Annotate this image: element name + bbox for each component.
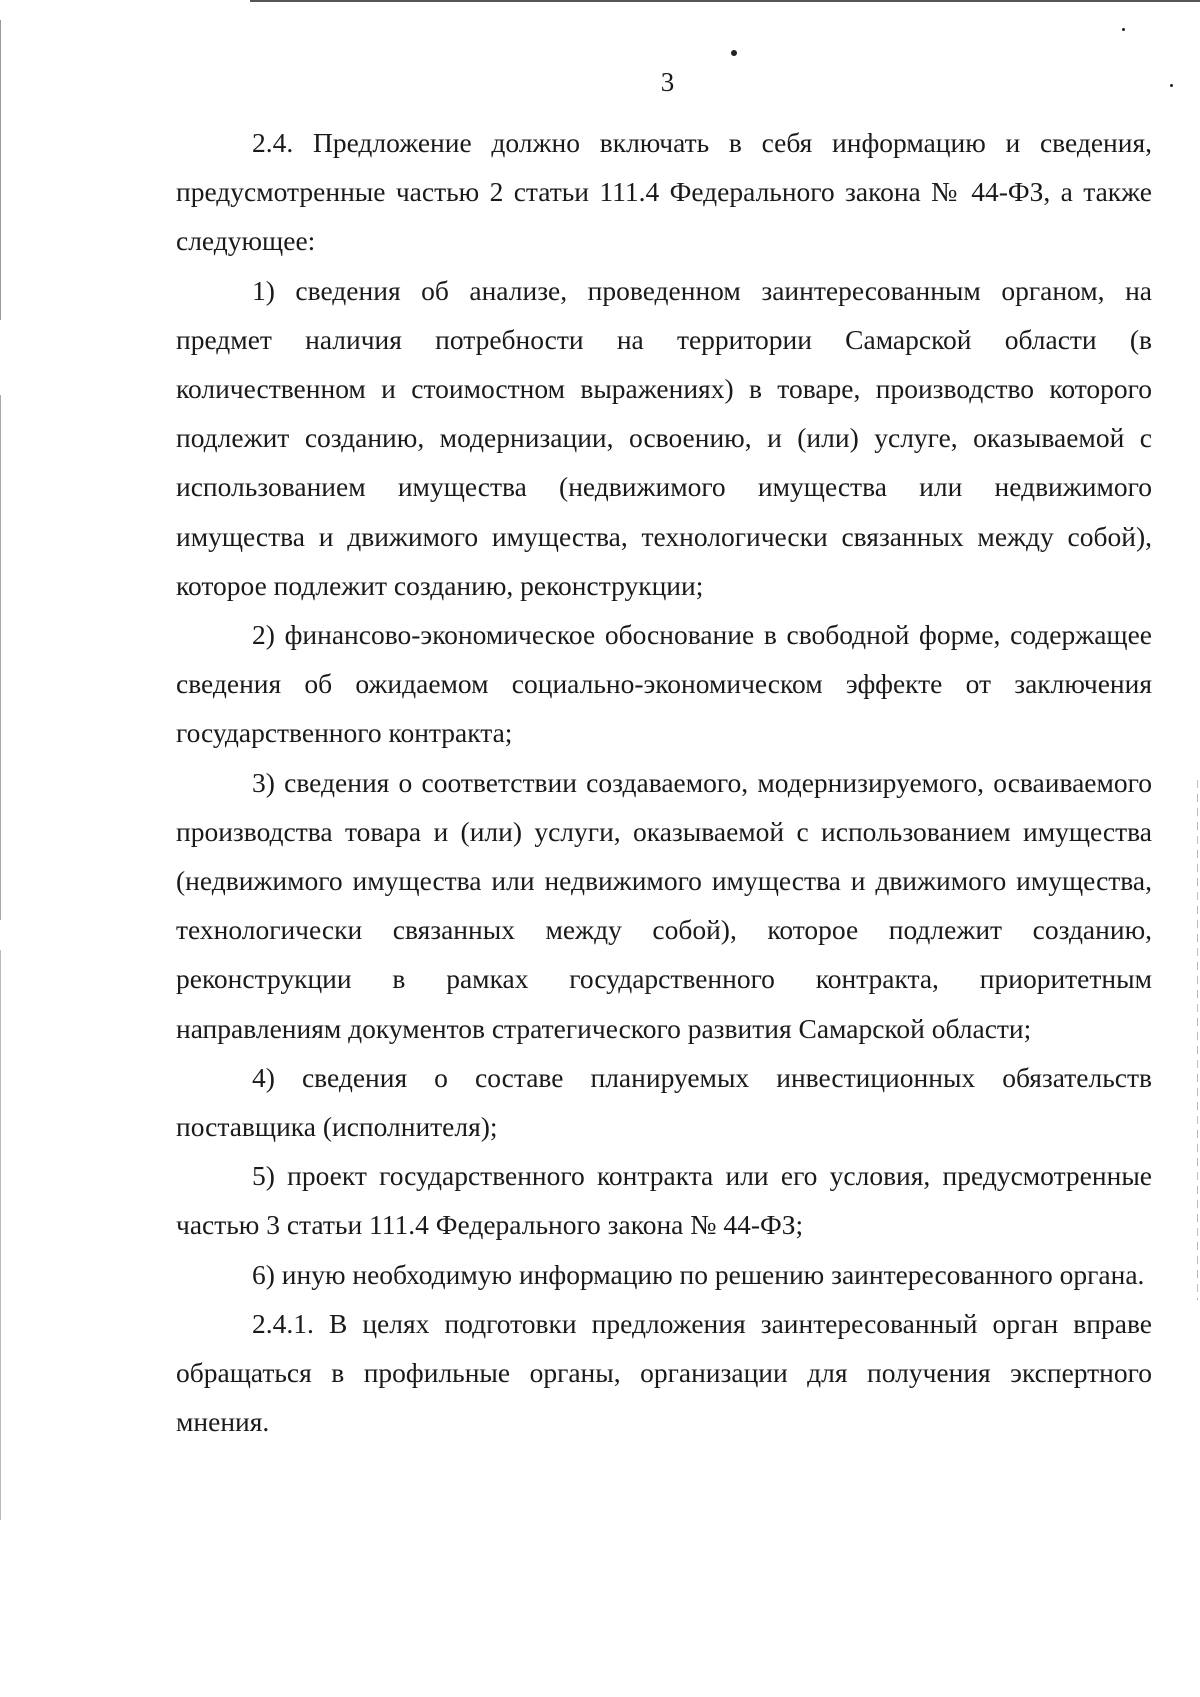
page-number: 3 (660, 67, 675, 97)
list-item-1: 1) сведения об анализе, проведенном заинтересованным органом, на предмет наличия потребности на территории Самарской области (в количественном и стоимостном выражениях) в товаре, производство которого подлежит созданию, модернизации, освоению, и (или) услуге, оказываемой с использованием имущества (недвижимого имущества или недвижимого имущества и движимого имущества, технологически связанных между собой), которое подлежит созданию, реконструкции; (176, 274, 1152, 601)
list-item-6: 6) иную необходимую информацию по решению заинтересованного органа. (252, 1258, 1145, 1290)
list-item-3: 3) сведения о соответствии создаваемого, модернизируемого, осваиваемого производства товара и (или) услуги, оказываемой с использованием имущества (недвижимого имущества или недвижимого имущества и движимого имущества, технологически связанных между собой), которое подлежит созданию, реконструкции в рамках государственного контракта, приоритетным направлениям документов стратегического развития Самарской области; (176, 766, 1152, 1044)
document-body (176, 118, 1152, 1446)
scan-speck (1122, 28, 1125, 31)
paragraph-2-4: 2.4. Предложение должно включать в себя информацию и сведения, предусмотренные частью 2 статьи 111.4 Федерального закона № 44-ФЗ, а также следующее: (176, 127, 1152, 257)
scan-speck (731, 50, 737, 56)
list-item-4: 4) сведения о составе планируемых инвестиционных обязательств поставщика (исполнителя); (176, 1061, 1152, 1143)
scan-right-edge-line (1197, 780, 1198, 1300)
paragraph-2-4-1: 2.4.1. В целях подготовки предложения заинтересованный орган вправе обращаться в профильные органы, организации для получения экспертного мнения. (176, 1307, 1152, 1438)
list-item-2: 2) финансово-экономическое обоснование в свободной форме, содержащее сведения об ожидаемом социально-экономическом эффекте от заключения государственного контракта; (176, 619, 1152, 749)
scan-top-edge-line (250, 0, 1200, 2)
list-item-5: 5) проект государственного контракта или его условия, предусмотренные частью 3 статьи 111.4 Федерального закона № 44-ФЗ; (176, 1160, 1152, 1241)
scan-left-edge-line (0, 20, 1, 1520)
